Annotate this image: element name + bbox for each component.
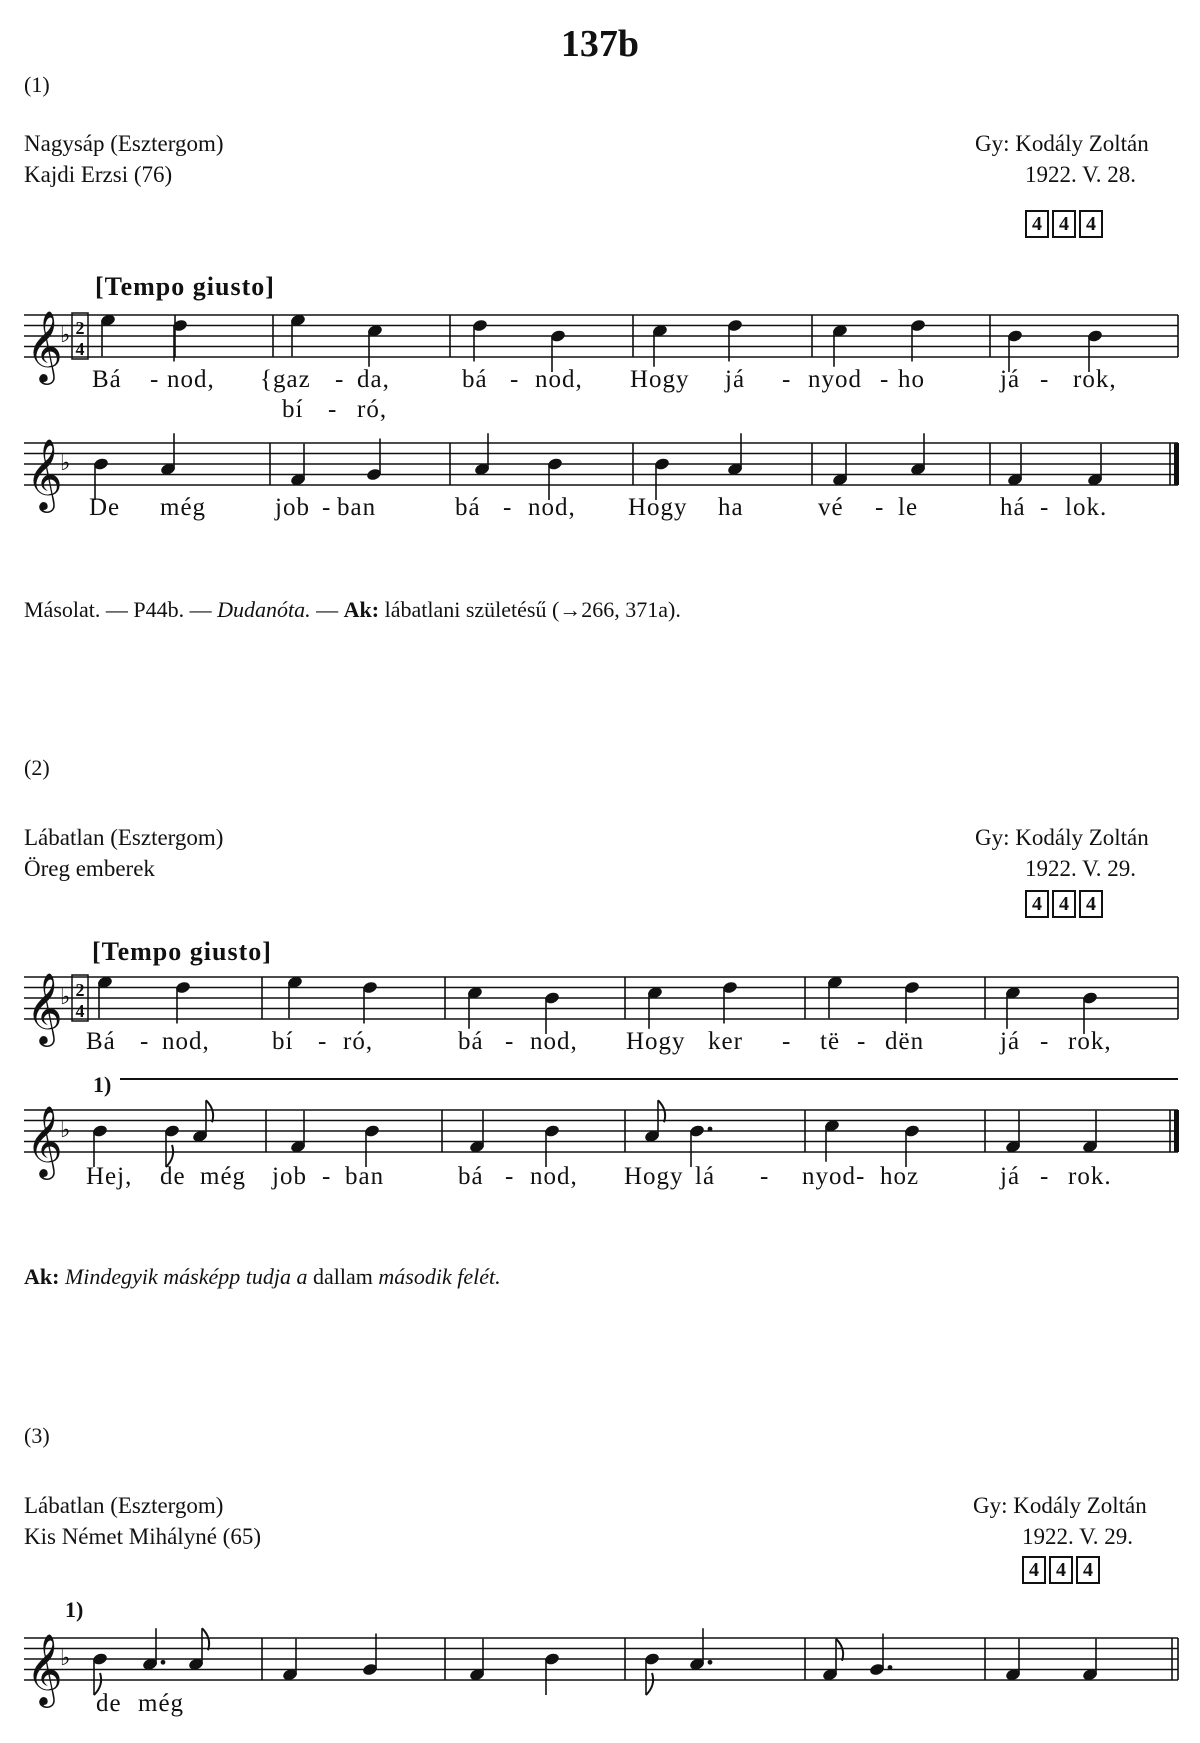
lyric: még <box>200 1163 247 1190</box>
treble-clef-icon: 𝄞 <box>26 1632 63 1705</box>
section-3-box-3: 4 <box>1076 1556 1100 1584</box>
note-part-italic: Dudanóta. <box>217 597 311 622</box>
note-part: Másolat. — P44b. — <box>24 597 218 622</box>
lyric-alt: - <box>328 396 338 423</box>
lyric: ker <box>708 1028 743 1055</box>
lyric: ban <box>345 1163 385 1190</box>
flat-icon: ♭ <box>60 451 71 476</box>
flat-icon: ♭ <box>60 323 71 348</box>
lyric: rok. <box>1068 1163 1112 1190</box>
lyric: job <box>275 494 310 521</box>
lyric: még <box>138 1690 185 1717</box>
note-part: — <box>310 597 344 622</box>
lyric: - <box>322 1163 332 1190</box>
note-dot <box>161 1660 166 1665</box>
lyric: vé <box>818 494 844 521</box>
lyric: nod, <box>535 366 583 393</box>
lyric: já <box>725 366 746 393</box>
section-3-date: 1922. V. 29. <box>1022 1524 1133 1549</box>
section-1-number: (1) <box>24 72 50 97</box>
section-2-footnote-mark: 1) <box>93 1072 112 1097</box>
lyric: - <box>1040 1028 1050 1055</box>
lyric: hoz <box>880 1163 920 1190</box>
section-2-tempo: [Tempo giusto] <box>92 937 272 966</box>
treble-clef-icon: 𝄞 <box>26 1104 63 1177</box>
lyric-alt: bí <box>282 396 304 423</box>
section-2-box-1: 4 <box>1025 890 1049 918</box>
note-part-italic: Mindegyik másképp tudja a <box>64 1264 308 1289</box>
lyric: - <box>1040 366 1050 393</box>
lyric: nod, <box>530 1163 578 1190</box>
section-1-collector: Gy: Kodály Zoltán <box>975 131 1149 156</box>
note-part: lábatlani születésű (→266, 371a). <box>379 597 681 622</box>
section-3-place: Lábatlan (Esztergom) <box>24 1493 224 1518</box>
lyric: bí <box>272 1028 294 1055</box>
lyric: ha <box>718 494 744 521</box>
note-part-italic: második felét. <box>378 1264 501 1289</box>
lyric: de <box>96 1690 122 1717</box>
lyric: nod, <box>528 494 576 521</box>
lyric: - <box>505 1163 515 1190</box>
section-3-box-1: 4 <box>1022 1556 1046 1584</box>
lyric: - <box>322 494 332 521</box>
lyric: da, <box>357 366 390 393</box>
section-2-number: (2) <box>24 755 50 780</box>
section-3-singer: Kis Német Mihályné (65) <box>24 1524 261 1549</box>
section-2-singer: Öreg emberek <box>24 856 155 881</box>
lyric: De <box>89 494 121 521</box>
lyric: Hogy <box>626 1028 686 1055</box>
lyric: ban <box>337 494 377 521</box>
section-1-box-2: 4 <box>1052 210 1076 238</box>
lyric: - <box>335 366 345 393</box>
note-part-bold: Ak: <box>24 1264 60 1289</box>
lyric: lá <box>695 1163 716 1190</box>
note-part-bold: Ak: <box>343 597 380 622</box>
lyric: - <box>782 1028 792 1055</box>
lyric: Hogy <box>628 494 688 521</box>
section-2-place: Lábatlan (Esztergom) <box>24 825 224 850</box>
lyric: - <box>1040 494 1050 521</box>
note-dot <box>888 1665 893 1670</box>
lyric: job <box>272 1163 307 1190</box>
page-title: 137b <box>560 23 640 65</box>
lyric: - <box>875 494 885 521</box>
lyric: ho <box>898 366 925 393</box>
lyric: nyod- <box>802 1163 866 1190</box>
lyric: dën <box>885 1028 925 1055</box>
section-1-date: 1922. V. 28. <box>1025 162 1136 187</box>
lyric: - <box>318 1028 328 1055</box>
treble-clef-icon: 𝄞 <box>26 971 63 1044</box>
note-part: dallam <box>307 1264 379 1289</box>
section-1-box-3: 4 <box>1079 210 1103 238</box>
lyric: já <box>1000 1028 1021 1055</box>
lyric: - <box>880 366 890 393</box>
time-signature-top: 2 <box>75 318 85 338</box>
lyric: - <box>857 1028 867 1055</box>
lyric-alt: ró, <box>357 396 388 423</box>
section-2-box-2: 4 <box>1052 890 1076 918</box>
section-1-singer: Kajdi Erzsi (76) <box>24 162 173 187</box>
section-2-date: 1922. V. 29. <box>1025 856 1136 881</box>
lyric: já <box>1000 366 1021 393</box>
section-3-box-2: 4 <box>1049 1556 1073 1584</box>
section-3-number: (3) <box>24 1423 50 1448</box>
lyric: ró, <box>343 1028 374 1055</box>
section-1-place: Nagysáp (Esztergom) <box>24 131 224 156</box>
section-2-collector: Gy: Kodály Zoltán <box>975 825 1149 850</box>
lyric: de <box>160 1163 186 1190</box>
lyric: Bá <box>86 1028 116 1055</box>
lyric: bá <box>458 1028 484 1055</box>
flat-icon: ♭ <box>60 985 71 1010</box>
section-3-collector: Gy: Kodály Zoltán <box>973 1493 1147 1518</box>
lyric: - <box>140 1028 150 1055</box>
treble-clef-icon: 𝄞 <box>26 437 63 510</box>
note-flag <box>202 1628 209 1650</box>
lyric: rok, <box>1073 366 1117 393</box>
lyric: Hogy <box>630 366 690 393</box>
section-2-box-3: 4 <box>1079 890 1103 918</box>
lyric: - <box>1040 1163 1050 1190</box>
lyric: lok. <box>1065 494 1108 521</box>
lyric: nod, <box>530 1028 578 1055</box>
lyric: bá <box>455 494 481 521</box>
lyric: - <box>760 1163 770 1190</box>
lyric: nod, <box>167 366 215 393</box>
note-dot <box>708 1660 713 1665</box>
lyric: nod, <box>162 1028 210 1055</box>
lyric: të <box>820 1028 841 1055</box>
flat-icon: ♭ <box>60 1118 71 1143</box>
section-3-lyrics-1 <box>0 1690 1200 1730</box>
lyric: bá <box>462 366 488 393</box>
treble-clef-icon: 𝄞 <box>26 309 63 382</box>
time-signature-bottom: 4 <box>75 339 85 359</box>
lyric: - <box>510 366 520 393</box>
flat-icon: ♭ <box>60 1646 71 1671</box>
lyric: le <box>898 494 919 521</box>
lyric: há <box>1000 494 1026 521</box>
lyric: - <box>503 494 513 521</box>
lyric: já <box>1000 1163 1021 1190</box>
lyric: - <box>782 366 792 393</box>
lyric: - <box>505 1028 515 1055</box>
lyric: bá <box>458 1163 484 1190</box>
section-1-tempo: [Tempo giusto] <box>95 272 275 301</box>
lyric: Bá <box>92 366 122 393</box>
section-1-box-1: 4 <box>1025 210 1049 238</box>
lyric: - <box>150 366 160 393</box>
section-3-footnote-mark: 1) <box>65 1597 84 1622</box>
lyric: nyod <box>808 366 862 393</box>
time-signature-top: 2 <box>75 980 85 1000</box>
lyric: még <box>160 494 207 521</box>
lyric: {gaz <box>260 366 311 393</box>
lyric: Hogy <box>624 1163 684 1190</box>
time-signature-bottom: 4 <box>75 1001 85 1021</box>
lyric: rok, <box>1068 1028 1112 1055</box>
lyric: Hej, <box>86 1163 133 1190</box>
note-flag <box>836 1639 843 1661</box>
